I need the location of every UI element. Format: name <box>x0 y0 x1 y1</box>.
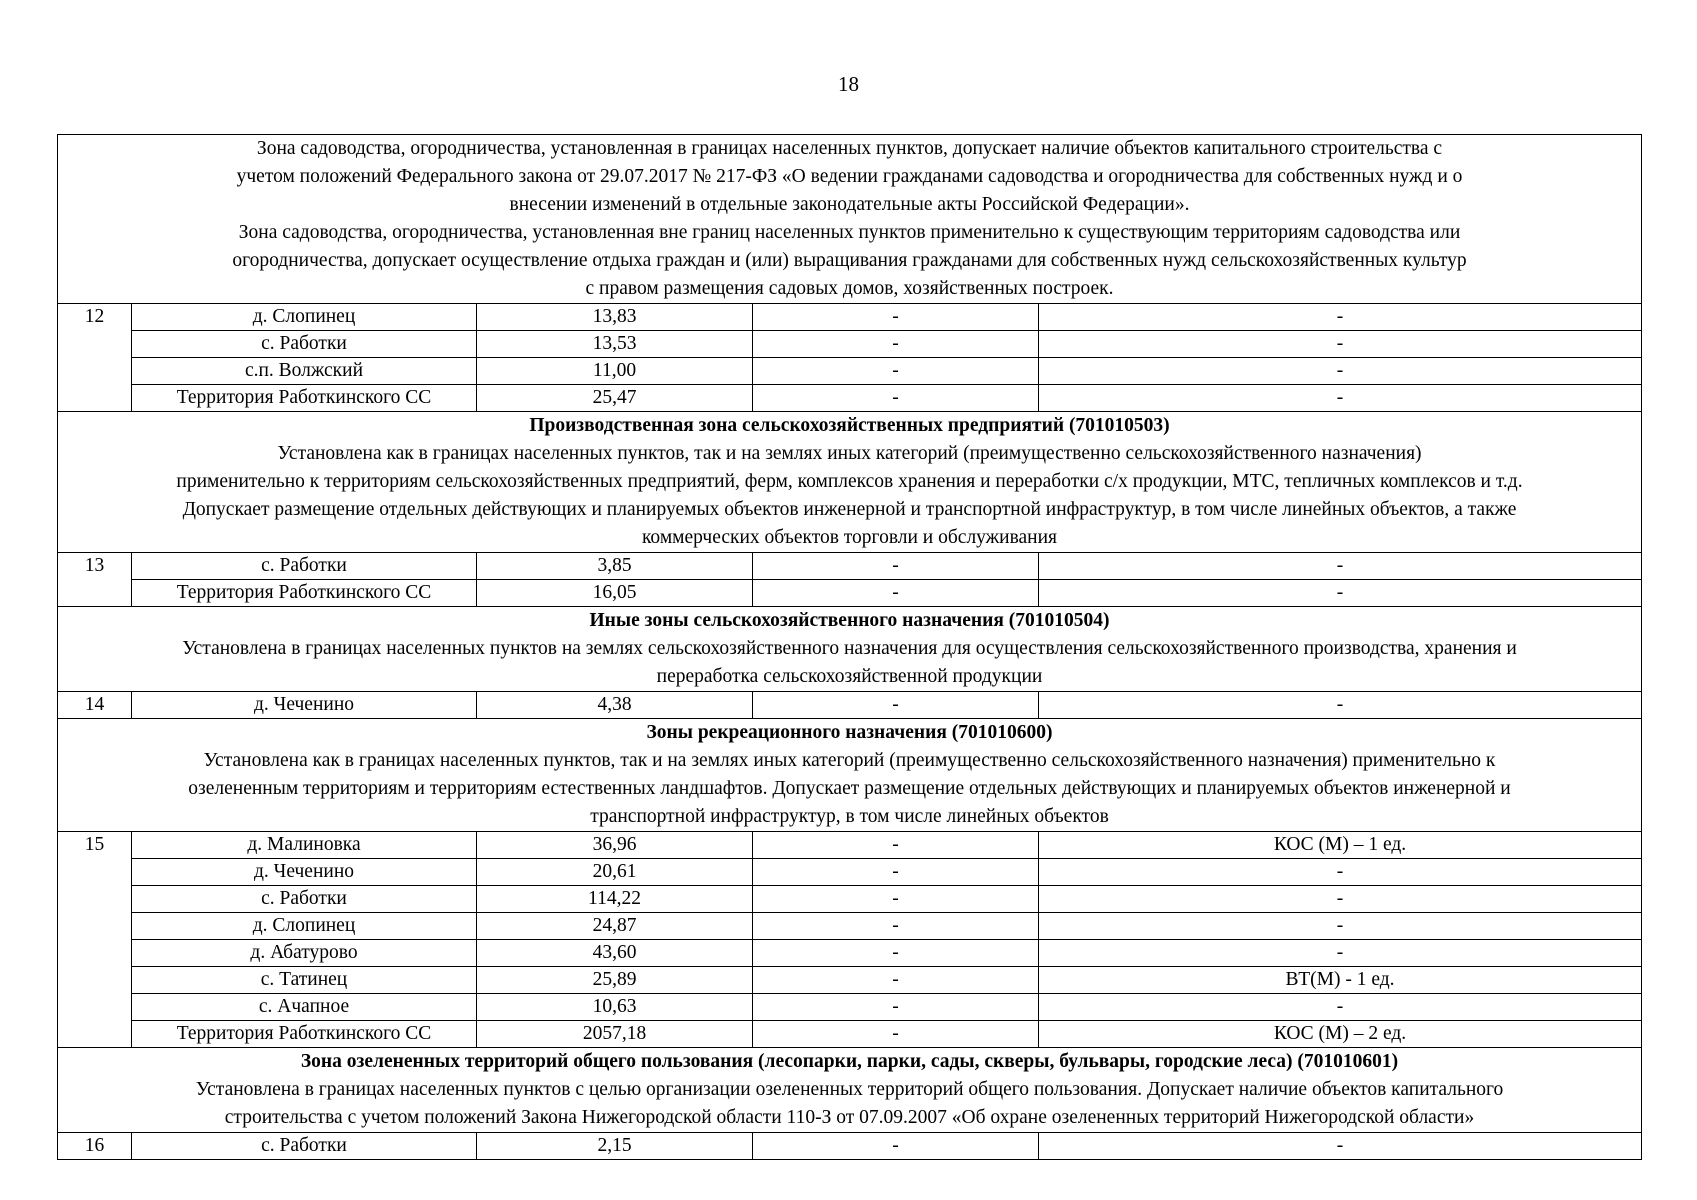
objects-cell: - <box>753 385 1039 412</box>
zone-description-row <box>58 412 1642 553</box>
zone-number: 14 <box>58 692 132 719</box>
area-cell: 43,60 <box>477 940 753 967</box>
table-row <box>58 967 1642 994</box>
zone-description-line: применительно к территориям сельскохозяйственных предприятий, ферм, комплексов хранения и переработки с/х продукции, МТС, тепличных комплексов и т.д. <box>176 471 1523 492</box>
objects-cell: - <box>753 832 1039 859</box>
zone-description-row <box>58 135 1642 304</box>
objects-cell: - <box>753 967 1039 994</box>
zone-number: 16 <box>58 1133 132 1160</box>
table-row <box>58 1133 1642 1160</box>
facilities-cell: - <box>1039 553 1642 580</box>
area-cell: 10,63 <box>477 994 753 1021</box>
facilities-cell: - <box>1039 304 1642 331</box>
zone-description-line: Зона садоводства, огородничества, установленная вне границ населенных пунктов применительно к существующим территориям садоводства или <box>238 222 1461 243</box>
place-cell: Территория Работкинского СС <box>132 385 477 412</box>
zone-number: 13 <box>58 553 132 607</box>
facilities-cell: - <box>1039 886 1642 913</box>
table-row <box>58 385 1642 412</box>
facilities-cell: - <box>1039 385 1642 412</box>
zone-description-row <box>58 1048 1642 1133</box>
facilities-cell: - <box>1039 994 1642 1021</box>
objects-cell: - <box>753 553 1039 580</box>
objects-cell: - <box>753 1021 1039 1048</box>
table-row <box>58 886 1642 913</box>
place-cell: д. Малиновка <box>132 832 477 859</box>
zone-description-line: Зона садоводства, огородничества, установленная в границах населенных пунктов, допускает наличие объектов капитального строительства с <box>256 138 1443 159</box>
place-cell: с. Работки <box>132 553 477 580</box>
zone-description-line: с правом размещения садовых домов, хозяйственных построек. <box>585 278 1114 299</box>
area-cell: 25,89 <box>477 967 753 994</box>
table-row <box>58 553 1642 580</box>
table-row <box>58 832 1642 859</box>
area-cell: 13,83 <box>477 304 753 331</box>
zone-description-line: Допускает размещение отдельных действующих и планируемых объектов инженерной и транспортной инфраструктур, в том числе линейных объектов, а также <box>182 499 1517 520</box>
area-cell: 11,00 <box>477 358 753 385</box>
page-number: 18 <box>838 72 859 96</box>
area-cell: 2057,18 <box>477 1021 753 1048</box>
zone-title: Иные зоны сельскохозяйственного назначения (701010504) <box>589 610 1110 631</box>
table-row <box>58 913 1642 940</box>
facilities-cell: - <box>1039 580 1642 607</box>
facilities-cell: КОС (М) – 1 ед. <box>1039 832 1642 859</box>
place-cell: с. Работки <box>132 331 477 358</box>
objects-cell: - <box>753 859 1039 886</box>
facilities-cell: - <box>1039 358 1642 385</box>
objects-cell: - <box>753 994 1039 1021</box>
area-cell: 20,61 <box>477 859 753 886</box>
place-cell: с.п. Волжский <box>132 358 477 385</box>
objects-cell: - <box>753 692 1039 719</box>
area-cell: 13,53 <box>477 331 753 358</box>
place-cell: с. Ачапное <box>132 994 477 1021</box>
area-cell: 25,47 <box>477 385 753 412</box>
area-cell: 16,05 <box>477 580 753 607</box>
objects-cell: - <box>753 940 1039 967</box>
zone-description-line: Установлена в границах населенных пунктов на землях сельскохозяйственного назначения для осуществления сельскохозяйственного производства, хранения и <box>182 638 1517 659</box>
facilities-cell: КОС (М) – 2 ед. <box>1039 1021 1642 1048</box>
zones-table-body <box>58 135 1642 1160</box>
area-cell: 4,38 <box>477 692 753 719</box>
facilities-cell: - <box>1039 692 1642 719</box>
zone-description-line: коммерческих объектов торговли и обслуживания <box>641 527 1058 548</box>
place-cell: с. Работки <box>132 886 477 913</box>
zone-description-line: Установлена как в границах населенных пунктов, так и на землях иных категорий (преимущественно сельскохозяйственного назначения) <box>277 443 1422 464</box>
objects-cell: - <box>753 913 1039 940</box>
zone-description-line: Установлена как в границах населенных пунктов, так и на землях иных категорий (преимущественно сельскохозяйственного назначения) применительно к <box>203 750 1496 771</box>
place-cell: Территория Работкинского СС <box>132 1021 477 1048</box>
zone-description <box>58 607 1642 692</box>
zone-description-line: переработка сельскохозяйственной продукции <box>656 666 1043 687</box>
facilities-cell: - <box>1039 331 1642 358</box>
zone-description-line: озелененным территориям и территориям естественных ландшафтов. Допускает размещение отдельных действующих и планируемых объектов инженерной и <box>188 778 1511 799</box>
objects-cell: - <box>753 304 1039 331</box>
zone-description-line: огородничества, допускает осуществление отдыха граждан и (или) выращивания гражданами для собственных нужд сельскохозяйственных культур <box>232 250 1467 271</box>
zone-description-line: транспортной инфраструктур, в том числе линейных объектов <box>590 806 1109 827</box>
zone-description-line: учетом положений Федерального закона от 29.07.2017 № 217-ФЗ «О ведении гражданами садоводства и огородничества для собственных нужд и о <box>236 166 1463 187</box>
zone-description <box>58 1048 1642 1133</box>
zone-title: Производственная зона сельскохозяйственных предприятий (701010503) <box>529 415 1170 436</box>
zone-description-line: внесении изменений в отдельные законодательные акты Российской Федерации». <box>509 194 1190 215</box>
table-row <box>58 580 1642 607</box>
table-row <box>58 994 1642 1021</box>
objects-cell: - <box>753 1133 1039 1160</box>
objects-cell: - <box>753 886 1039 913</box>
area-cell: 2,15 <box>477 1133 753 1160</box>
table-row <box>58 304 1642 331</box>
zone-title: Зона озелененных территорий общего пользования (лесопарки, парки, сады, скверы, бульвары, городские леса) (701010601) <box>300 1051 1399 1072</box>
facilities-cell: - <box>1039 913 1642 940</box>
table-row <box>58 859 1642 886</box>
zone-description <box>58 135 1642 304</box>
place-cell: с. Татинец <box>132 967 477 994</box>
table-row <box>58 1021 1642 1048</box>
place-cell: д. Слопинец <box>132 913 477 940</box>
zone-description-row <box>58 719 1642 832</box>
zone-number: 15 <box>58 832 132 1048</box>
table-row <box>58 331 1642 358</box>
zone-description-row <box>58 607 1642 692</box>
zone-description <box>58 719 1642 832</box>
place-cell: д. Слопинец <box>132 304 477 331</box>
facilities-cell: - <box>1039 859 1642 886</box>
area-cell: 24,87 <box>477 913 753 940</box>
place-cell: д. Чеченино <box>132 859 477 886</box>
place-cell: д. Чеченино <box>132 692 477 719</box>
table-row <box>58 692 1642 719</box>
table-row <box>58 940 1642 967</box>
area-cell: 36,96 <box>477 832 753 859</box>
zones-table <box>57 134 1642 1160</box>
zone-description-line: строительства с учетом положений Закона Нижегородской области 110-З от 07.09.2007 «Об охране озелененных территорий Нижегородской области» <box>224 1107 1475 1128</box>
zone-description-line: Установлена в границах населенных пунктов с целью организации озелененных территорий общего пользования. Допускает наличие объектов капитального <box>195 1079 1504 1100</box>
area-cell: 3,85 <box>477 553 753 580</box>
objects-cell: - <box>753 358 1039 385</box>
facilities-cell: - <box>1039 940 1642 967</box>
place-cell: с. Работки <box>132 1133 477 1160</box>
zone-number: 12 <box>58 304 132 412</box>
table-row <box>58 358 1642 385</box>
area-cell: 114,22 <box>477 886 753 913</box>
objects-cell: - <box>753 580 1039 607</box>
facilities-cell: ВТ(М) - 1 ед. <box>1039 967 1642 994</box>
zone-description <box>58 412 1642 553</box>
objects-cell: - <box>753 331 1039 358</box>
place-cell: д. Абатурово <box>132 940 477 967</box>
facilities-cell: - <box>1039 1133 1642 1160</box>
place-cell: Территория Работкинского СС <box>132 580 477 607</box>
zone-title: Зоны рекреационного назначения (701010600) <box>646 722 1053 743</box>
